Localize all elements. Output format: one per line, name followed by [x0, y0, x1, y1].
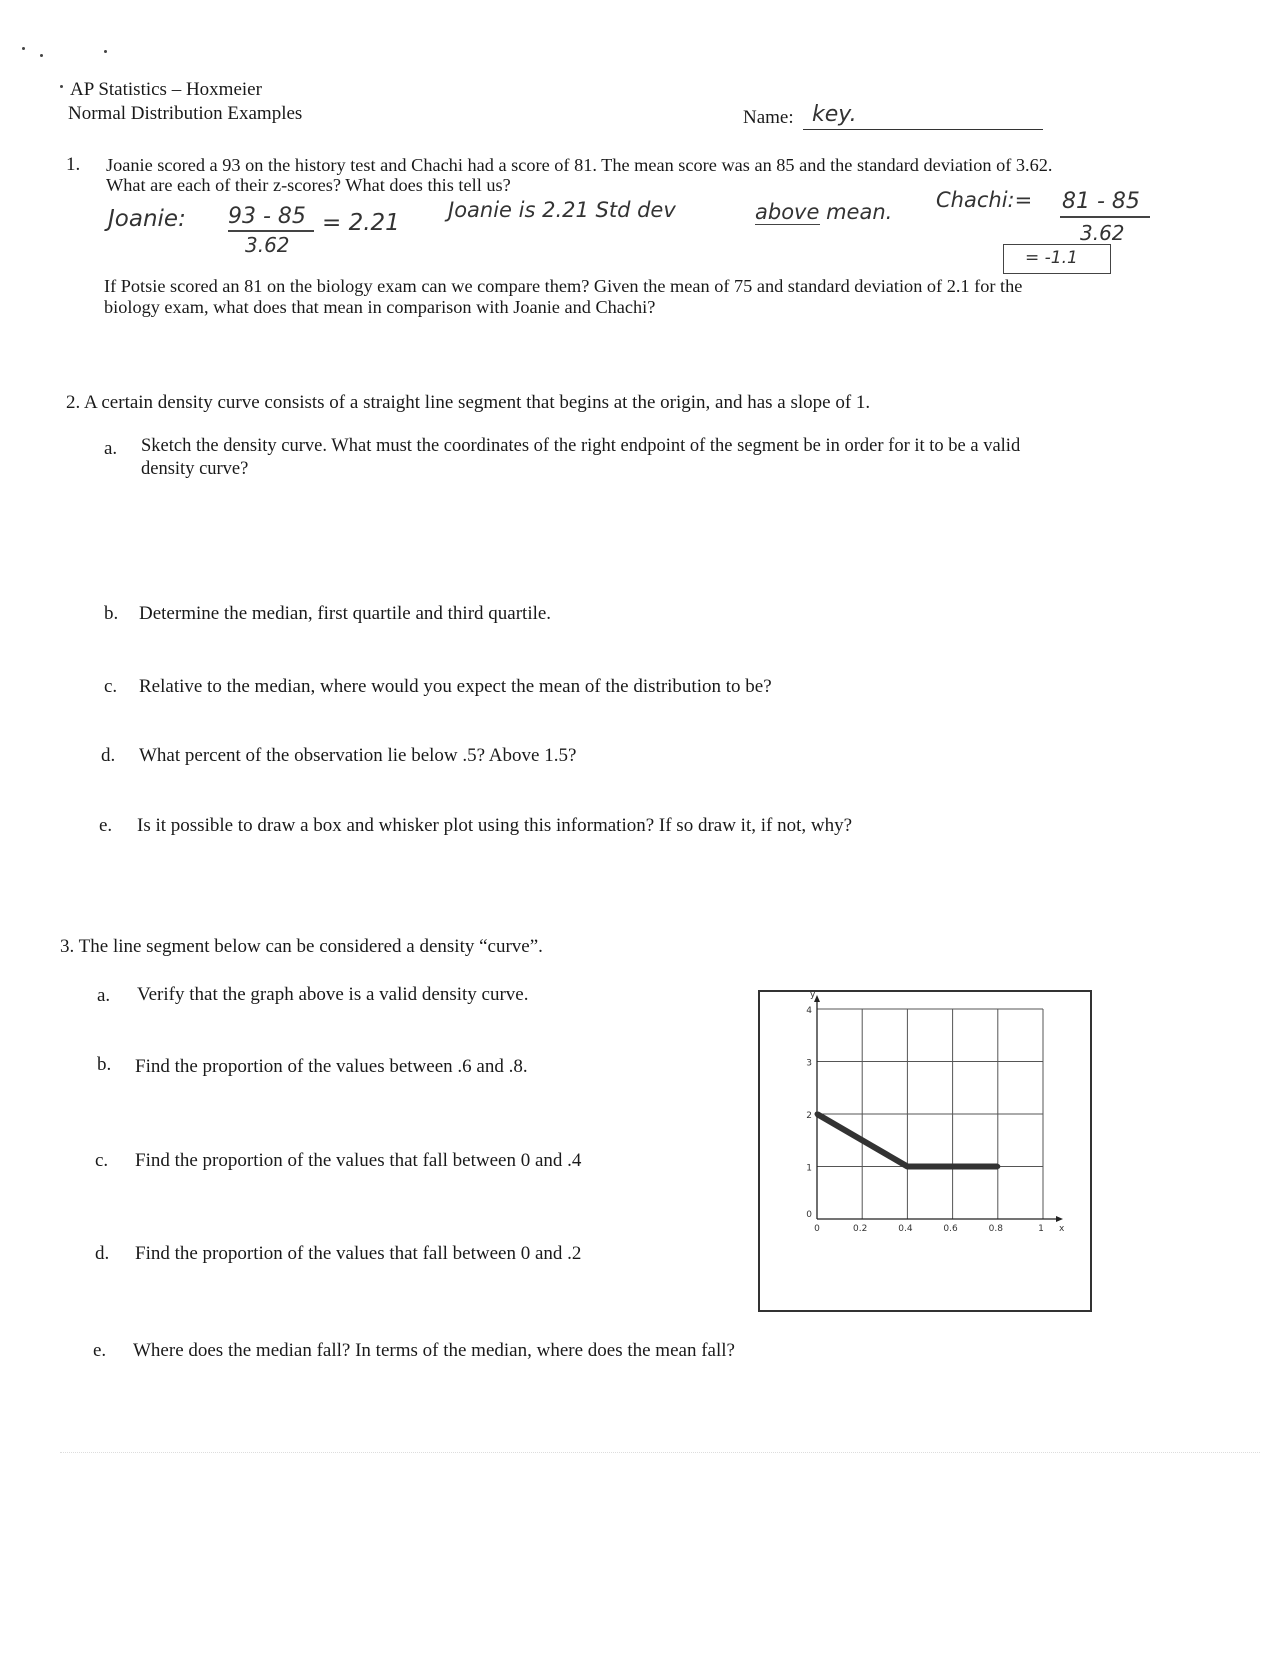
q3-a-text: Verify that the graph above is a valid density curve. [137, 984, 529, 1005]
density-graph-svg [760, 992, 1090, 1310]
name-underline [803, 129, 1043, 130]
scan-speck [40, 54, 43, 57]
q2-b-label: b. [104, 603, 119, 624]
x-tick-label: 1 [1038, 1224, 1044, 1234]
x-axis-label: x [1059, 1224, 1065, 1234]
q2-a-line-1: Sketch the density curve. What must the coordinates of the right endpoint of the segment be in order for it to be a valid [141, 436, 1021, 456]
hand-joanie-note: Joanie is 2.21 Std dev [448, 198, 676, 222]
scan-artifact-line [60, 1452, 1260, 1453]
hand-joanie-result: = 2.21 [322, 210, 400, 236]
q1-number: 1. [66, 154, 81, 175]
hand-joanie-denominator: 3.62 [245, 233, 290, 257]
x-tick-label: 0.8 [988, 1224, 1003, 1234]
density-point [905, 1164, 910, 1169]
q3-a-label: a. [97, 985, 111, 1006]
y-axis-label: y [810, 992, 816, 1000]
hand-chachi-label: Chachi:= [936, 188, 1033, 212]
q2-d-label: d. [101, 745, 116, 766]
q2-b-text: Determine the median, first quartile and third quartile. [139, 603, 552, 624]
hand-chachi-numerator: 81 - 85 [1062, 189, 1140, 214]
q2-text: 2. A certain density curve consists of a straight line segment that begins at the origin, and has a slope of 1. [66, 392, 871, 413]
density-point [815, 1112, 820, 1117]
q2-e-label: e. [99, 815, 113, 836]
q1-line-1: Joanie scored a 93 on the history test and Chachi had a score of 81. The mean score was an 85 and the standard deviation of 3.62. [106, 155, 1053, 175]
hand-chachi-fraction-bar [1060, 216, 1150, 218]
q3-e-text: Where does the median fall? In terms of the median, where does the mean fall? [133, 1340, 735, 1361]
x-tick-label: 0.6 [943, 1224, 958, 1234]
x-tick-label: 0 [814, 1224, 820, 1234]
x-axis-arrow [1056, 1216, 1063, 1222]
y-tick-label: 4 [806, 1006, 812, 1016]
q2-a-label: a. [104, 438, 118, 459]
y-tick-label: 3 [806, 1058, 812, 1069]
q3-d-label: d. [95, 1243, 110, 1264]
q2-d-text: What percent of the observation lie below .5? Above 1.5? [139, 745, 577, 766]
hand-joanie-label: Joanie: [108, 206, 186, 232]
y-tick-label: 2 [806, 1111, 812, 1121]
hand-above-underline [755, 224, 820, 225]
q2-c-text: Relative to the median, where would you expect the mean of the distribution to be? [139, 676, 772, 697]
scan-speck [60, 85, 63, 88]
q3-c-label: c. [95, 1150, 109, 1171]
hand-joanie-note-2: above mean. [755, 200, 893, 224]
density-point [995, 1164, 1000, 1169]
q3-c-text: Find the proportion of the values that fall between 0 and .4 [135, 1150, 582, 1171]
q2-a-line-2: density curve? [141, 459, 249, 479]
worksheet-subtitle: Normal Distribution Examples [68, 103, 303, 124]
hand-chachi-denominator: 3.62 [1080, 221, 1125, 245]
hand-chachi-result: = -1.1 [1025, 248, 1078, 268]
q1-line-4: biology exam, what does that mean in comparison with Joanie and Chachi? [104, 297, 656, 317]
q2-c-label: c. [104, 676, 118, 697]
scan-speck [22, 47, 25, 50]
hand-joanie-numerator: 93 - 85 [228, 204, 306, 229]
scan-speck [104, 50, 107, 53]
q2-e-text: Is it possible to draw a box and whisker plot using this information? If so draw it, if not, why? [137, 815, 853, 836]
y-tick-label: 1 [806, 1163, 812, 1174]
course-title: AP Statistics – Hoxmeier [70, 79, 262, 100]
density-graph [758, 990, 1092, 1312]
y-tick-label: 0 [806, 1210, 812, 1220]
q3-b-label: b. [97, 1054, 112, 1075]
x-tick-label: 0.2 [853, 1224, 868, 1234]
x-tick-label: 0.4 [898, 1224, 913, 1234]
q3-b-text: Find the proportion of the values between .6 and .8. [135, 1056, 528, 1077]
q3-d-text: Find the proportion of the values that fall between 0 and .2 [135, 1243, 582, 1264]
hand-joanie-fraction-bar [228, 230, 314, 232]
name-label: Name: [743, 107, 794, 128]
q3-e-label: e. [93, 1340, 107, 1361]
q1-line-3: If Potsie scored an 81 on the biology exam can we compare them? Given the mean of 75 and standard deviation of 2.1 for the [104, 276, 1023, 296]
name-value: key. [812, 102, 857, 127]
q3-text: 3. The line segment below can be considered a density “curve”. [60, 936, 543, 957]
q1-line-2: What are each of their z-scores? What does this tell us? [106, 175, 511, 195]
